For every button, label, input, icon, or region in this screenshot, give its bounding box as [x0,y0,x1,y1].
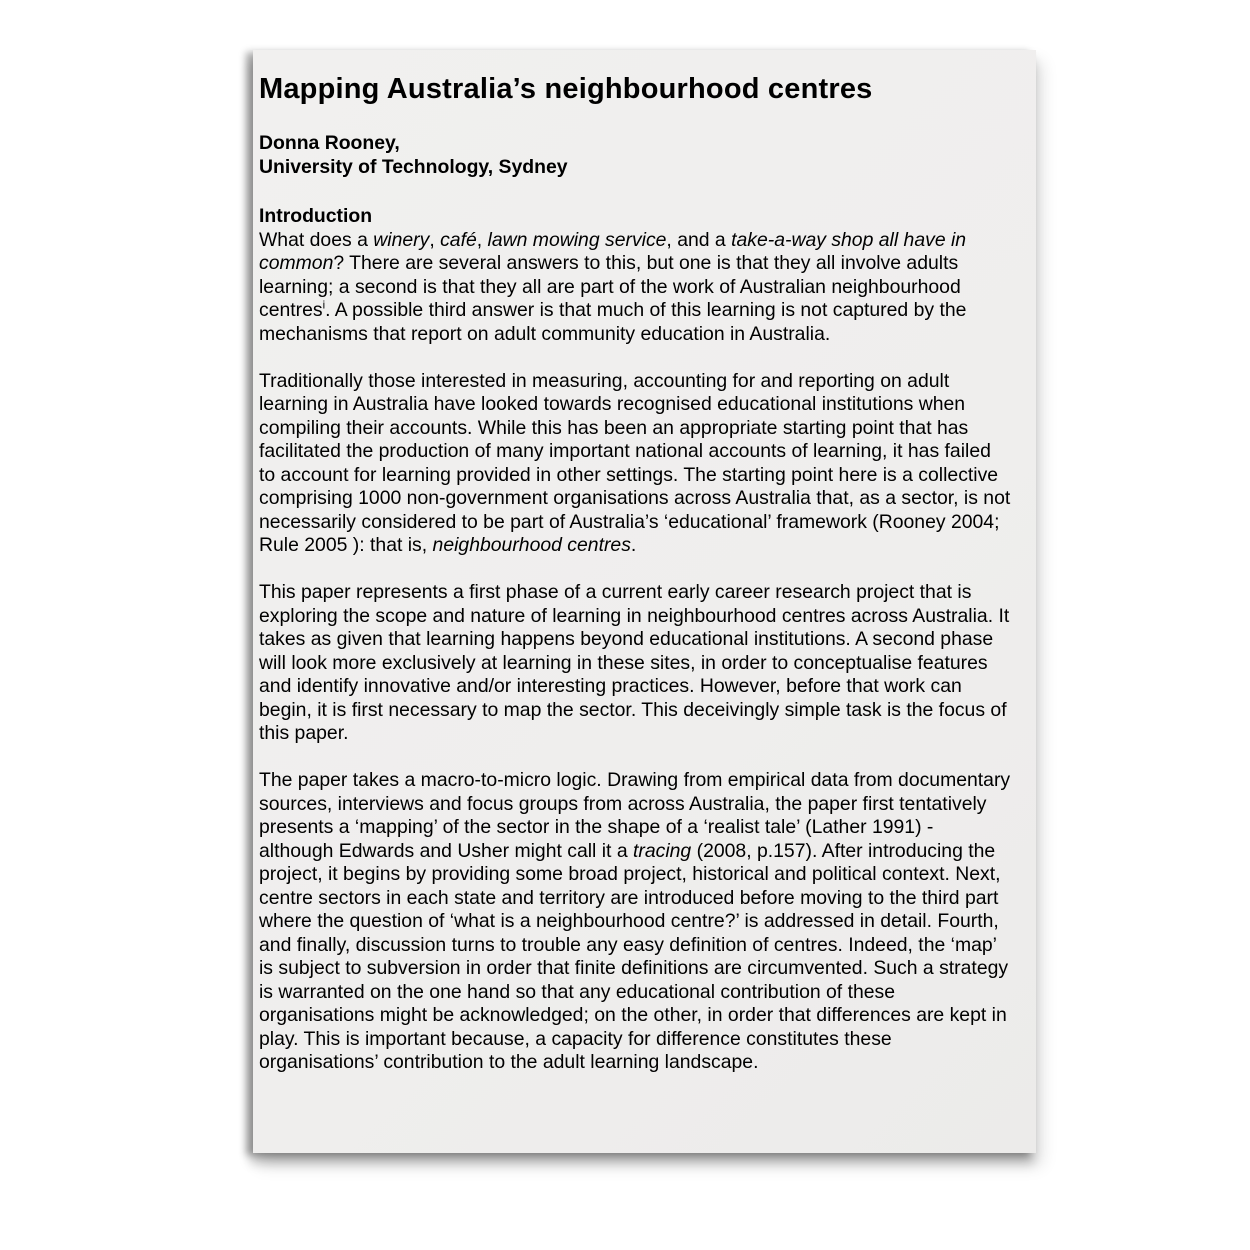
italic-run: neighbourhood centres [432,534,631,556]
italic-run: take-a-way shop all have in common [259,228,967,274]
page-title: Mapping Australia’s neighbourhood centres [259,73,873,105]
text-run: This paper represents a first phase of a current early career research project that is exploring the scope and nature of learning in neighbourhood centres across Australia. It takes as given that learning happens beyond educational institutions. A second phase will look more exclusively at learning in these sites, in order to conceptualise features and identify innovative and/or interesting practices. However, before that work can begin, it is first necessary to map the sector. This deceivingly simple task is the focus of this paper. [259,581,1010,744]
document-page [253,50,1036,1153]
text-run: ? There are several answers to this, but one is that they all involve adults learning; a second is that they all are part of the work of Australian neighbourhood centres [259,252,961,321]
text-run: . A possible third answer is that much of this learning is not captured by the mechanisms that report on adult community education in Australia. [259,299,967,345]
italic-run: café [440,228,477,251]
italic-run: lawn mowing service [487,228,667,251]
text-run: , [476,228,488,251]
text-run: (2008, p.157). After introducing the project, it begins by providing some broad project, historical and political context. Next, centre sectors in each state and territory are introduced before moving to the third part where the question of ‘what is a neighbourhood centre?’ is addressed in detail. Fourth, and finally, discussion turns to trouble any easy definition of centres. Indeed, the ‘map’ is subject to subversion in order that finite definitions are circumvented. Such a strategy is warranted on the one hand so that any educational contribution of these organisations might be acknowledged; on the other, in order that differences are kept in play. This is important because, a capacity for difference constitutes these organisations’ contribution to the adult learning landscape. [259,839,1009,1073]
endnote-marker: i [322,299,326,312]
text-run: What does a [259,228,374,251]
italic-run: tracing [633,839,692,862]
author-affiliation: University of Technology, Sydney [259,155,568,178]
italic-run: winery [373,228,430,251]
text-run: , and a [666,228,732,251]
body-paragraphs [259,229,1012,1075]
paragraph [259,769,1012,1075]
text-run: . [630,534,637,556]
paragraph [259,229,1012,347]
section-heading-introduction: Introduction [259,205,373,227]
text-run: The paper takes a macro-to-micro logic. Drawing from empirical data from documentary sources, interviews and focus groups from across Australia, the paper first tentatively presents a ‘mapping’ of the sector in the shape of a ‘realist tale’ (Lather 1991) - although Edwards and Usher might call it a [259,769,1011,862]
author-name: Donna Rooney, [259,132,400,154]
text-run: , [429,228,441,251]
text-run: Traditionally those interested in measuring, accounting for and reporting on adult learning in Australia have looked towards recognised educational institutions when compiling their accounts. While this has been an appropriate starting point that has facilitated the production of many important national accounts of learning, it has failed to account for learning provided in other settings. The starting point here is a collective comprising 1000 non-government organisations across Australia that, as a sector, is not necessarily considered to be part of Australia’s ‘educational’ framework (Rooney 2004; Rule 2005 ): that is, [259,369,1011,556]
paragraph [259,581,1012,746]
paragraph [259,370,1012,558]
author-block [259,132,1012,179]
